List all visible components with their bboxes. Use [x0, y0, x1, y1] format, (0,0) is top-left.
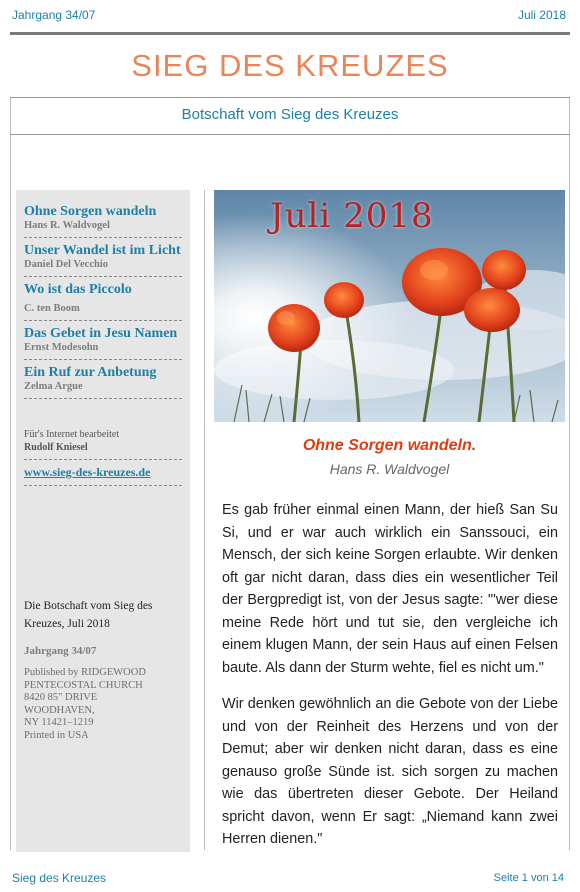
masthead-rule [10, 97, 570, 98]
column-divider [204, 190, 205, 850]
header-rule [10, 32, 570, 35]
publisher-block [16, 667, 190, 742]
toc-divider [24, 398, 182, 399]
toc-title[interactable]: Unser Wandel ist im Licht [24, 243, 181, 258]
article-body [222, 499, 558, 865]
editor-name: Rudolf Kniesel [24, 442, 88, 453]
issue-label: Jahrgang 34/07 [12, 8, 96, 22]
article-paragraph: Wir denken gewöhnlich an die Gebote von der Liebe und von der Reinheit des Herzens und von der Demut; aber wir denken nicht daran, dass es eine genauso große Sünde ist. sich sorgen zu machen wie das übertreten dieser Gebote. Der Heiland spricht davon, wenn Er sagt: „Niemand kann zwei Herren dienen." [222, 696, 558, 847]
toc-author: Daniel Del Vecchio [24, 259, 108, 270]
hero-caption: Juli 2018 [270, 196, 434, 236]
website-link[interactable]: www.sieg-des-kreuzes.de [24, 465, 151, 479]
toc-divider [24, 485, 182, 486]
toc-entry[interactable] [16, 204, 190, 232]
toc-entry[interactable] [16, 243, 190, 271]
toc-divider [24, 320, 182, 321]
toc-author: Hans R. Waldvogel [24, 220, 110, 231]
publisher-line: 8420 85" DRIVE [24, 692, 98, 703]
month-label: Juli 2018 [517, 8, 566, 22]
article-title: Ohne Sorgen wandeln. [302, 437, 477, 454]
toc-divider [24, 276, 182, 277]
page-frame-right [569, 97, 570, 850]
subtitle-rule [10, 134, 570, 135]
edited-note: Für's Internet bearbeitet [24, 429, 120, 440]
masthead-title: SIEG DES KREUZES [131, 48, 449, 83]
page-indicator: Seite 1 von 14 [493, 872, 564, 884]
publisher-line: Printed in USA [24, 729, 89, 741]
toc-entry[interactable] [16, 365, 190, 393]
message-line: Die Botschaft vom Sieg des Kreuzes, Juli 2018 [24, 600, 153, 630]
page-frame-left [10, 97, 11, 850]
article-paragraph: Es gab früher einmal einen Mann, der hieß San Su Si, und er war auch wirklich ein Sanssouci, ein Mensch, der sich keine Sorgen erlaubte. Wir denken oft gar nicht daran, dass dies ein wesentlicher Teil der Bergpredigt ist, von der Jesus sagte: "'wer diese meine Rede hört und tut sie, den vergleiche ich einem klugen Mann, der sein Haus auf einen Felsen baute. Als dann der Sturm wehte, fiel es nicht um." [222, 502, 558, 676]
toc-divider [24, 359, 182, 360]
toc-title[interactable]: Ohne Sorgen wandeln [24, 204, 157, 219]
toc-title[interactable]: Das Gebet in Jesu Namen [24, 326, 178, 341]
toc-title[interactable]: Wo ist das Piccolo [24, 282, 132, 297]
toc-title[interactable]: Ein Ruf zur Anbetung [24, 365, 157, 380]
toc-divider [24, 237, 182, 238]
toc-author: Ernst Modesohn [24, 342, 99, 353]
publisher-line: Published by RIDGEWOOD [24, 667, 146, 678]
toc-author: Zelma Argue [24, 381, 83, 392]
sidebar-issue: Jahrgang 34/07 [24, 645, 97, 657]
toc-divider [24, 459, 182, 460]
article-author: Hans R. Waldvogel [329, 461, 450, 477]
footer-title: Sieg des Kreuzes [12, 871, 107, 885]
publisher-line: PENTECOSTAL CHURCH [24, 679, 143, 691]
sidebar [16, 190, 190, 852]
page-subtitle: Botschaft vom Sieg des Kreuzes [181, 106, 399, 123]
toc-author: C. ten Boom [24, 303, 80, 314]
publisher-line: WOODHAVEN, [24, 704, 95, 716]
toc-entry[interactable] [16, 282, 190, 315]
toc-entry[interactable] [16, 326, 190, 354]
publisher-line: NY 11421–1219 [24, 717, 94, 728]
